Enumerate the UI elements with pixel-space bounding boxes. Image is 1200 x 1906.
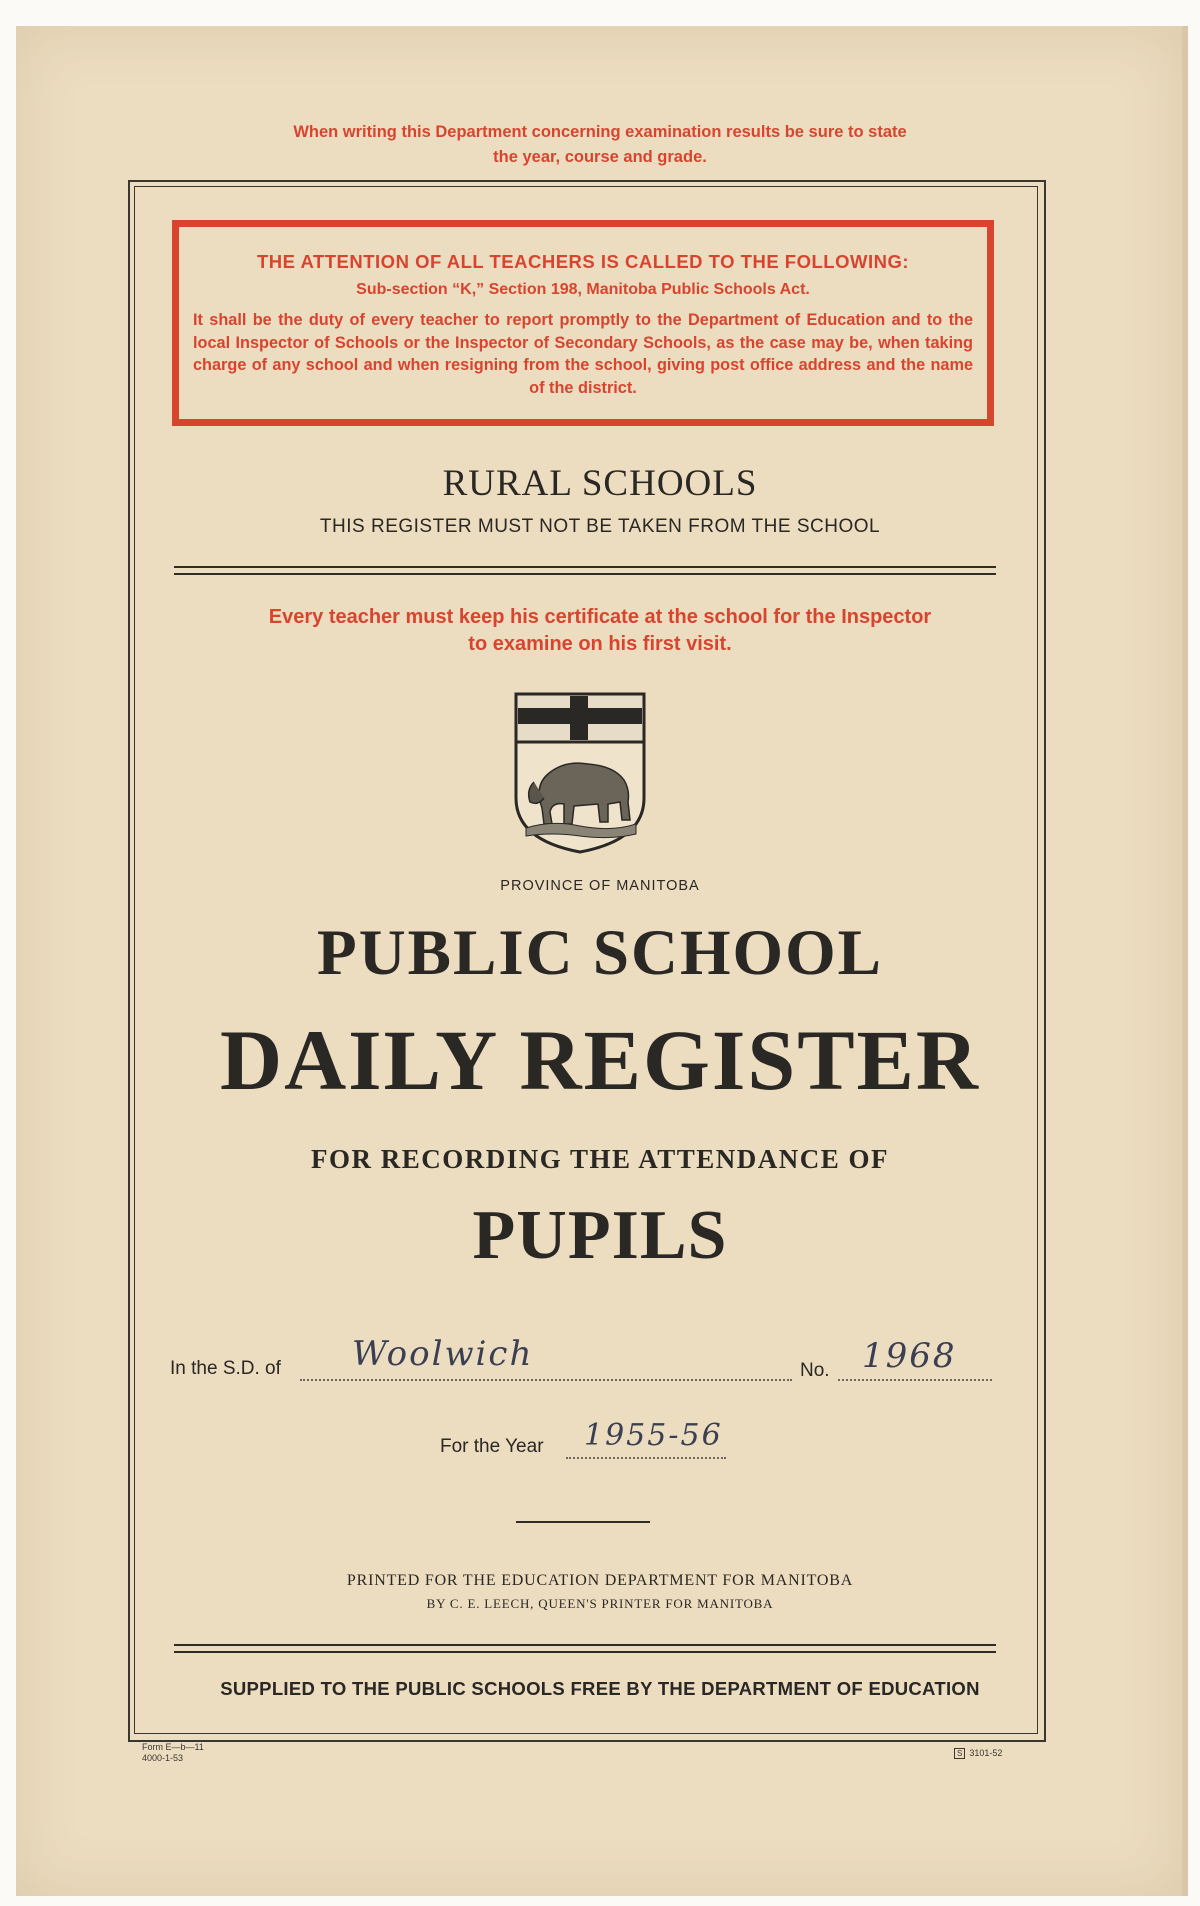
rural-schools-subtitle: THIS REGISTER MUST NOT BE TAKEN FROM THE SCHOOL bbox=[319, 516, 881, 537]
manitoba-coat-of-arms-icon bbox=[512, 690, 648, 856]
top-note bbox=[0, 120, 1200, 170]
year-dotted-line bbox=[566, 1457, 726, 1459]
year-label: For the Year bbox=[440, 1436, 544, 1457]
print-code-mark: S bbox=[954, 1748, 965, 1759]
form-code-line1: Form E—b—11 bbox=[142, 1742, 204, 1752]
title-public-school: PUBLIC SCHOOL bbox=[317, 917, 883, 989]
printer-line2: BY C. E. LEECH, QUEEN'S PRINTER FOR MANITOBA bbox=[426, 1596, 774, 1611]
printer-line1: PRINTED FOR THE EDUCATION DEPARTMENT FOR MANITOBA bbox=[346, 1572, 854, 1589]
number-dotted-line bbox=[838, 1379, 992, 1381]
title-daily-register: DAILY REGISTER bbox=[219, 1012, 981, 1108]
certificate-note bbox=[0, 604, 1200, 658]
title-for-recording: FOR RECORDING THE ATTENDANCE OF bbox=[310, 1144, 890, 1174]
attention-body: It shall be the duty of every teacher to report promptly to the Department of Education and to the local Inspector of Schools or the Inspector of Secondary Schools, as the case may be, when taking charge of any school and when resigning from the school, giving post office address and the name of the district. bbox=[193, 311, 973, 397]
supplied-notice: SUPPLIED TO THE PUBLIC SCHOOLS FREE BY THE DEPARTMENT OF EDUCATION bbox=[220, 1678, 980, 1699]
print-code-number: 3101-52 bbox=[969, 1748, 1003, 1758]
print-code bbox=[954, 1748, 1002, 1759]
title-pupils: PUPILS bbox=[472, 1197, 728, 1274]
double-rule-top bbox=[174, 566, 996, 575]
top-note-line2: the year, course and grade. bbox=[493, 148, 707, 166]
certificate-note-line1: Every teacher must keep his certificate at the school for the Inspector bbox=[268, 606, 932, 628]
sd-handwritten-value: Woolwich bbox=[352, 1334, 534, 1374]
number-label: No. bbox=[800, 1360, 830, 1381]
short-rule bbox=[516, 1521, 650, 1523]
double-rule-bottom bbox=[174, 1644, 996, 1653]
form-code-line2: 4000-1-53 bbox=[142, 1753, 184, 1763]
attention-box bbox=[172, 220, 994, 426]
attention-heading: THE ATTENTION OF ALL TEACHERS IS CALLED TO THE FOLLOWING: bbox=[257, 251, 909, 272]
sd-dotted-line bbox=[300, 1379, 792, 1381]
year-handwritten-value: 1955-56 bbox=[584, 1418, 723, 1453]
sd-label: In the S.D. of bbox=[170, 1358, 281, 1379]
form-code bbox=[142, 1742, 204, 1764]
top-note-line1: When writing this Department concerning examination results be sure to state bbox=[293, 123, 907, 141]
rural-schools-title: RURAL SCHOOLS bbox=[442, 463, 758, 504]
attention-subheading: Sub-section “K,” Section 198, Manitoba Public Schools Act. bbox=[356, 281, 810, 298]
number-handwritten-value: 1968 bbox=[862, 1336, 957, 1376]
certificate-note-line2: to examine on his first visit. bbox=[468, 633, 732, 655]
province-label: PROVINCE OF MANITOBA bbox=[500, 878, 700, 894]
